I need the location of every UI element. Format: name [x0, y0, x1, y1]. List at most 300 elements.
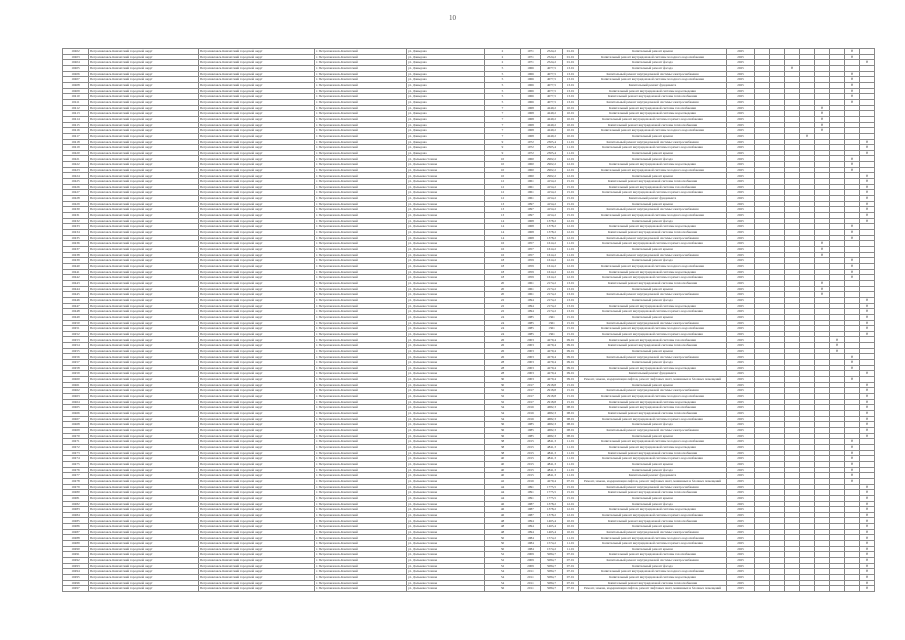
x-mark-icon: ✕ [850, 478, 854, 483]
city-cell: г. Петропавловск-Камчатский [315, 88, 407, 94]
total-area-cell: 1378,2 [541, 224, 563, 230]
building-number-cell: 40 [485, 461, 521, 467]
build-year-cell: 1972 [521, 139, 541, 145]
district-cell: Петропавловск-Камчатский городской округ [199, 128, 315, 134]
row-number-cell: 10433 [63, 224, 89, 230]
row-number-cell: 10413 [63, 111, 89, 117]
city-cell: г. Петропавловск-Камчатский [315, 439, 407, 445]
build-year-cell: 1968 [521, 111, 541, 117]
row-number-cell: 10451 [63, 326, 89, 332]
district-cell: Петропавловск-Камчатский городской округ [199, 535, 315, 541]
building-number-cell: 16 [485, 252, 521, 258]
city-cell: г. Петропавловск-Камчатский [315, 394, 407, 400]
row-number-cell: 10495 [63, 575, 89, 581]
work-type-cell: Капитальный ремонт внутридомовой системы электроснабжения [579, 207, 727, 213]
x-mark-icon: ✕ [805, 133, 809, 138]
mark-cell [785, 586, 800, 592]
plan-year-cell: 2025 [727, 518, 755, 524]
build-year-cell: 2009 [521, 558, 541, 564]
building-number-cell: 26 [485, 348, 521, 354]
city-cell: г. Петропавловск-Камчатский [315, 65, 407, 71]
wear-code-cell: 10.01 [563, 116, 579, 122]
district-cell: Петропавловск-Камчатский городской округ [199, 94, 315, 100]
total-area-cell: 5084,7 [541, 569, 563, 575]
wear-code-cell: 13.01 [563, 94, 579, 100]
plan-year-cell: 2025 [727, 484, 755, 490]
city-cell: г. Петропавловск-Камчатский [315, 580, 407, 586]
street-cell: ул. Дальневосточная [407, 558, 485, 564]
municipality-cell: Петропавловск-Камчатский городской округ [89, 563, 199, 569]
total-area-cell: 1614,2 [541, 252, 563, 258]
street-cell: ул. Дальневосточная [407, 456, 485, 462]
plan-year-cell: 2025 [727, 439, 755, 445]
wear-code-cell: 07.01 [563, 575, 579, 581]
wear-code-cell: 09.01 [563, 348, 579, 354]
row-number-cell: 10481 [63, 495, 89, 501]
total-area-cell: 4077,5 [541, 82, 563, 88]
x-mark-icon: ✕ [865, 382, 869, 387]
street-cell: ул. Дальневосточная [407, 297, 485, 303]
city-cell: г. Петропавловск-Камчатский [315, 60, 407, 66]
x-mark-icon: ✕ [865, 326, 869, 331]
x-mark-icon: ✕ [865, 405, 869, 410]
row-number-cell: 10477 [63, 473, 89, 479]
building-number-cell: 13 [485, 201, 521, 207]
building-number-cell: 36 [485, 427, 521, 433]
municipality-cell: Петропавловск-Камчатский городской округ [89, 512, 199, 518]
city-cell: г. Петропавловск-Камчатский [315, 224, 407, 230]
street-cell: ул. Дальневосточная [407, 490, 485, 496]
district-cell: Петропавловск-Камчатский городской округ [199, 541, 315, 547]
total-area-cell: 4077,5 [541, 71, 563, 77]
x-mark-icon: ✕ [850, 88, 854, 93]
municipality-cell: Петропавловск-Камчатский городской округ [89, 303, 199, 309]
wear-code-cell: 07.01 [563, 563, 579, 569]
x-mark-icon: ✕ [790, 66, 794, 71]
district-cell: Петропавловск-Камчатский городской округ [199, 297, 315, 303]
total-area-cell: 1614,2 [541, 269, 563, 275]
district-cell: Петропавловск-Камчатский городской округ [199, 512, 315, 518]
plan-year-cell: 2025 [727, 552, 755, 558]
plan-year-cell: 2025 [727, 580, 755, 586]
row-number-cell: 10467 [63, 416, 89, 422]
total-area-cell: 1465,4 [541, 529, 563, 535]
plan-year-cell: 2025 [727, 461, 755, 467]
city-cell: г. Петропавловск-Камчатский [315, 558, 407, 564]
row-number-cell: 10405 [63, 65, 89, 71]
city-cell: г. Петропавловск-Камчатский [315, 377, 407, 383]
row-number-cell: 10452 [63, 331, 89, 337]
building-number-cell: 38 [485, 439, 521, 445]
build-year-cell: 1968 [521, 218, 541, 224]
work-type-cell: Капитальный ремонт крыши [579, 246, 727, 252]
street-cell: ул. Дальневосточная [407, 360, 485, 366]
city-cell: г. Петропавловск-Камчатский [315, 94, 407, 100]
city-cell: г. Петропавловск-Камчатский [315, 162, 407, 168]
row-number-cell: 10432 [63, 218, 89, 224]
city-cell: г. Петропавловск-Камчатский [315, 246, 407, 252]
municipality-cell: Петропавловск-Камчатский городской округ [89, 558, 199, 564]
build-year-cell: 1984 [521, 541, 541, 547]
district-cell: Петропавловск-Камчатский городской округ [199, 275, 315, 281]
district-cell: Петропавловск-Камчатский городской округ [199, 558, 315, 564]
wear-code-cell: 11.01 [563, 252, 579, 258]
street-cell: ул. Давыдова [407, 133, 485, 139]
x-mark-icon: ✕ [850, 360, 854, 365]
x-mark-icon: ✕ [850, 450, 854, 455]
plan-year-cell: 2025 [727, 422, 755, 428]
wear-code-cell: 15.01 [563, 179, 579, 185]
x-mark-icon: ✕ [865, 371, 869, 376]
city-cell: г. Петропавловск-Камчатский [315, 99, 407, 105]
city-cell: г. Петропавловск-Камчатский [315, 252, 407, 258]
municipality-cell: Петропавловск-Камчатский городской округ [89, 552, 199, 558]
total-area-cell: 1574,2 [541, 541, 563, 547]
municipality-cell: Петропавловск-Камчатский городской округ [89, 116, 199, 122]
plan-year-cell: 2025 [727, 71, 755, 77]
row-number-cell: 10483 [63, 507, 89, 513]
x-mark-icon: ✕ [865, 541, 869, 546]
total-area-cell: 4154,2 [541, 179, 563, 185]
x-mark-icon: ✕ [865, 320, 869, 325]
building-number-cell: 5 [485, 65, 521, 71]
total-area-cell: 4077,5 [541, 94, 563, 100]
wear-code-cell: 15.01 [563, 495, 579, 501]
total-area-cell: 4154,2 [541, 184, 563, 190]
wear-code-cell: 15.01 [563, 201, 579, 207]
work-type-cell: Капитальный ремонт внутридомовой системы электроснабжения [579, 99, 727, 105]
work-type-cell: Капитальный ремонт внутридомовой системы горячего водоснабжения [579, 512, 727, 518]
x-mark-icon: ✕ [865, 558, 869, 563]
total-area-cell: 4841,3 [541, 444, 563, 450]
plan-year-cell: 2025 [727, 156, 755, 162]
build-year-cell: 1957 [521, 252, 541, 258]
plan-year-cell: 2025 [727, 558, 755, 564]
district-cell: Петропавловск-Камчатский городской округ [199, 156, 315, 162]
municipality-cell: Петропавловск-Камчатский городской округ [89, 580, 199, 586]
city-cell: г. Петропавловск-Камчатский [315, 173, 407, 179]
build-year-cell: 1991 [521, 490, 541, 496]
total-area-cell: 2174,2 [541, 280, 563, 286]
x-mark-icon: ✕ [820, 292, 824, 297]
city-cell: г. Петропавловск-Камчатский [315, 275, 407, 281]
wear-code-cell: 10.01 [563, 122, 579, 128]
district-cell: Петропавловск-Камчатский городской округ [199, 252, 315, 258]
plan-year-cell: 2025 [727, 569, 755, 575]
wear-code-cell: 10.01 [563, 133, 579, 139]
wear-code-cell: 07.01 [563, 580, 579, 586]
total-area-cell: 1378,2 [541, 512, 563, 518]
total-area-cell: 2902,2 [541, 167, 563, 173]
row-number-cell: 10409 [63, 88, 89, 94]
street-cell: ул. Дальневосточная [407, 184, 485, 190]
x-mark-icon: ✕ [820, 286, 824, 291]
district-cell: Петропавловск-Камчатский городской округ [199, 433, 315, 439]
build-year-cell: 1960 [521, 167, 541, 173]
street-cell: ул. Дальневосточная [407, 422, 485, 428]
total-area-cell: 1614,2 [541, 241, 563, 247]
build-year-cell: 1957 [521, 241, 541, 247]
x-mark-icon: ✕ [865, 314, 869, 319]
plan-year-cell: 2025 [727, 575, 755, 581]
municipality-cell: Петропавловск-Камчатский городской округ [89, 173, 199, 179]
municipality-cell: Петропавловск-Камчатский городской округ [89, 320, 199, 326]
row-number-cell: 10443 [63, 280, 89, 286]
plan-year-cell: 2025 [727, 230, 755, 236]
plan-year-cell: 2025 [727, 246, 755, 252]
district-cell: Петропавловск-Камчатский городской округ [199, 314, 315, 320]
work-type-cell: Капитальный ремонт внутридомовой системы горячего водоснабжения [579, 241, 727, 247]
row-number-cell: 10439 [63, 258, 89, 264]
street-cell: ул. Дальневосточная [407, 275, 485, 281]
district-cell: Петропавловск-Камчатский городской округ [199, 122, 315, 128]
district-cell: Петропавловск-Камчатский городской округ [199, 382, 315, 388]
plan-year-cell: 2025 [727, 467, 755, 473]
municipality-cell: Петропавловск-Камчатский городской округ [89, 122, 199, 128]
work-type-cell: Капитальный ремонт внутридомовой системы холодного водоснабжения [579, 569, 727, 575]
building-number-cell: 46 [485, 512, 521, 518]
city-cell: г. Петропавловск-Камчатский [315, 263, 407, 269]
total-area-cell: 4682,3 [541, 416, 563, 422]
district-cell: Петропавловск-Камчатский городской округ [199, 399, 315, 405]
work-type-cell: Капитальный ремонт внутридомовой системы электроснабжения [579, 427, 727, 433]
total-area-cell: 4077,5 [541, 99, 563, 105]
municipality-cell: Петропавловск-Камчатский городской округ [89, 241, 199, 247]
row-number-cell: 10455 [63, 348, 89, 354]
total-area-cell: 5084,7 [541, 563, 563, 569]
street-cell: ул. Дальневосточная [407, 235, 485, 241]
work-type-cell: Капитальный ремонт внутридомовой системы горячего водоснабжения [579, 541, 727, 547]
district-cell: Петропавловск-Камчатский городской округ [199, 501, 315, 507]
city-cell: г. Петропавловск-Камчатский [315, 116, 407, 122]
total-area-cell: 4682,3 [541, 422, 563, 428]
x-mark-icon: ✕ [850, 94, 854, 99]
building-number-cell: 5 [485, 77, 521, 83]
building-number-cell: 24 [485, 331, 521, 337]
build-year-cell: 1966 [521, 65, 541, 71]
district-cell: Петропавловск-Камчатский городской округ [199, 184, 315, 190]
building-number-cell: 32 [485, 399, 521, 405]
x-mark-icon: ✕ [850, 230, 854, 235]
build-year-cell: 2011 [521, 580, 541, 586]
street-cell: ул. Дальневосточная [407, 167, 485, 173]
wear-code-cell: 13.01 [563, 99, 579, 105]
build-year-cell: 1966 [521, 71, 541, 77]
building-number-cell: 22 [485, 303, 521, 309]
building-number-cell: 38 [485, 444, 521, 450]
total-area-cell: 5084,7 [541, 575, 563, 581]
build-year-cell: 1966 [521, 77, 541, 83]
work-type-cell: Капитальный ремонт внутридомовой системы горячего водоснабжения [579, 145, 727, 151]
wear-code-cell: 11.01 [563, 456, 579, 462]
wear-code-cell: 01.01 [563, 54, 579, 60]
total-area-cell: 1614,2 [541, 258, 563, 264]
plan-year-cell: 2025 [727, 326, 755, 332]
street-cell: ул. Дальневосточная [407, 405, 485, 411]
building-number-cell: 34 [485, 411, 521, 417]
plan-year-cell: 2025 [727, 275, 755, 281]
build-year-cell: 1987 [521, 501, 541, 507]
district-cell: Петропавловск-Камчатский городской округ [199, 49, 315, 55]
row-number-cell: 10489 [63, 541, 89, 547]
street-cell: ул. Давыдова [407, 116, 485, 122]
total-area-cell: 4279,4 [541, 371, 563, 377]
building-number-cell: 50 [485, 535, 521, 541]
build-year-cell: 1960 [521, 156, 541, 162]
municipality-cell: Петропавловск-Камчатский городской округ [89, 269, 199, 275]
building-number-cell: 16 [485, 246, 521, 252]
plan-year-cell: 2025 [727, 280, 755, 286]
street-cell: ул. Дальневосточная [407, 382, 485, 388]
build-year-cell: 1968 [521, 128, 541, 134]
total-area-cell: 2918,8 [541, 394, 563, 400]
work-type-cell: Капитальный ремонт крыши [579, 433, 727, 439]
municipality-cell: Петропавловск-Камчатский городской округ [89, 546, 199, 552]
work-type-cell: Капитальный ремонт внутридомовой системы холодного водоснабжения [579, 54, 727, 60]
building-number-cell: 48 [485, 518, 521, 524]
district-cell: Петропавловск-Камчатский городской округ [199, 292, 315, 298]
street-cell: ул. Давыдова [407, 139, 485, 145]
table-body [63, 49, 875, 592]
city-cell: г. Петропавловск-Камчатский [315, 450, 407, 456]
total-area-cell: 2524,2 [541, 60, 563, 66]
build-year-cell: 2009 [521, 563, 541, 569]
wear-code-cell: 09.01 [563, 337, 579, 343]
city-cell: г. Петропавловск-Камчатский [315, 122, 407, 128]
building-number-cell: 34 [485, 405, 521, 411]
building-number-cell: 9 [485, 150, 521, 156]
row-number-cell: 10425 [63, 179, 89, 185]
row-number-cell: 10417 [63, 133, 89, 139]
plan-year-cell: 2025 [727, 337, 755, 343]
plan-year-cell: 2025 [727, 224, 755, 230]
build-year-cell: 2003 [521, 371, 541, 377]
x-mark-icon: ✕ [850, 167, 854, 172]
municipality-cell: Петропавловск-Камчатский городской округ [89, 150, 199, 156]
wear-code-cell: 08.01 [563, 433, 579, 439]
x-mark-icon: ✕ [865, 529, 869, 534]
street-cell: ул. Давыдова [407, 54, 485, 60]
row-number-cell: 10468 [63, 422, 89, 428]
municipality-cell: Петропавловск-Камчатский городской округ [89, 529, 199, 535]
total-area-cell: 2918,8 [541, 399, 563, 405]
build-year-cell: 1971 [521, 49, 541, 55]
plan-year-cell: 2025 [727, 535, 755, 541]
build-year-cell: 1966 [521, 99, 541, 105]
building-number-cell: 2 [485, 60, 521, 66]
building-number-cell: 44 [485, 484, 521, 490]
city-cell: г. Петропавловск-Камчатский [315, 501, 407, 507]
municipality-cell: Петропавловск-Камчатский городской округ [89, 331, 199, 337]
row-number-cell: 10466 [63, 411, 89, 417]
wear-code-cell: 11.01 [563, 541, 579, 547]
work-type-cell: Капитальный ремонт внутридомовой системы холодного водоснабжения [579, 439, 727, 445]
building-number-cell: 13 [485, 213, 521, 219]
building-number-cell: 7 [485, 116, 521, 122]
building-number-cell: 7 [485, 105, 521, 111]
x-mark-icon: ✕ [865, 309, 869, 314]
x-mark-icon: ✕ [850, 83, 854, 88]
work-type-cell: Капитальный ремонт внутридомовой системы водоотведения [579, 224, 727, 230]
row-number-cell: 10402 [63, 49, 89, 55]
work-type-cell: Капитальный ремонт внутридомовой системы теплоснабжения [579, 450, 727, 456]
build-year-cell: 1968 [521, 235, 541, 241]
plan-year-cell: 2025 [727, 416, 755, 422]
build-year-cell: 2016 [521, 478, 541, 484]
build-year-cell: 2003 [521, 365, 541, 371]
building-number-cell: 20 [485, 286, 521, 292]
row-number-cell: 10497 [63, 586, 89, 592]
work-type-cell: Капитальный ремонт внутридомовой системы теплоснабжения [579, 94, 727, 100]
row-number-cell: 10442 [63, 275, 89, 281]
total-area-cell: 1574,2 [541, 535, 563, 541]
total-area-cell: 1775,5 [541, 484, 563, 490]
plan-year-cell: 2025 [727, 213, 755, 219]
city-cell: г. Петропавловск-Камчатский [315, 495, 407, 501]
x-mark-icon: ✕ [865, 580, 869, 585]
build-year-cell: 2015 [521, 473, 541, 479]
street-cell: ул. Дальневосточная [407, 586, 485, 592]
build-year-cell: 1966 [521, 94, 541, 100]
plan-year-cell: 2025 [727, 235, 755, 241]
work-type-cell: Капитальный ремонт фундамента [579, 82, 727, 88]
street-cell: ул. Дальневосточная [407, 467, 485, 473]
repair-register-table [62, 48, 875, 592]
build-year-cell: 1959 [521, 263, 541, 269]
city-cell: г. Петропавловск-Камчатский [315, 280, 407, 286]
x-mark-icon: ✕ [865, 512, 869, 517]
row-number-cell: 10408 [63, 82, 89, 88]
work-type-cell: Капитальный ремонт крыши [579, 348, 727, 354]
plan-year-cell: 2025 [727, 371, 755, 377]
street-cell: ул. Дальневосточная [407, 394, 485, 400]
plan-year-cell: 2025 [727, 82, 755, 88]
wear-code-cell: 11.01 [563, 241, 579, 247]
wear-code-cell: 07.01 [563, 586, 579, 592]
city-cell: г. Петропавловск-Камчатский [315, 563, 407, 569]
plan-year-cell: 2025 [727, 433, 755, 439]
work-type-cell: Капитальный ремонт фасада [579, 563, 727, 569]
wear-code-cell: 10.01 [563, 111, 579, 117]
mark-cell [830, 586, 845, 592]
wear-code-cell: 09.01 [563, 343, 579, 349]
municipality-cell: Петропавловск-Камчатский городской округ [89, 461, 199, 467]
building-number-cell: 7 [485, 111, 521, 117]
x-mark-icon: ✕ [850, 456, 854, 461]
building-number-cell: 5 [485, 82, 521, 88]
district-cell: Петропавловск-Камчатский городской округ [199, 179, 315, 185]
district-cell: Петропавловск-Камчатский городской округ [199, 207, 315, 213]
street-cell: ул. Дальневосточная [407, 326, 485, 332]
municipality-cell: Петропавловск-Камчатский городской округ [89, 501, 199, 507]
x-mark-icon: ✕ [865, 495, 869, 500]
street-cell: ул. Дальневосточная [407, 501, 485, 507]
district-cell: Петропавловск-Камчатский городской округ [199, 230, 315, 236]
total-area-cell: 4682,3 [541, 433, 563, 439]
plan-year-cell: 2025 [727, 478, 755, 484]
city-cell: г. Петропавловск-Камчатский [315, 331, 407, 337]
total-area-cell: 4249,2 [541, 116, 563, 122]
row-number-cell: 10479 [63, 484, 89, 490]
x-mark-icon: ✕ [850, 54, 854, 59]
work-type-cell: Капитальный ремонт фасада [579, 65, 727, 71]
street-cell: ул. Дальневосточная [407, 252, 485, 258]
plan-year-cell: 2025 [727, 507, 755, 513]
street-cell: ул. Дальневосточная [407, 230, 485, 236]
wear-code-cell: 15.01 [563, 394, 579, 400]
municipality-cell: Петропавловск-Камчатский городской округ [89, 495, 199, 501]
total-area-cell: 1465,4 [541, 518, 563, 524]
